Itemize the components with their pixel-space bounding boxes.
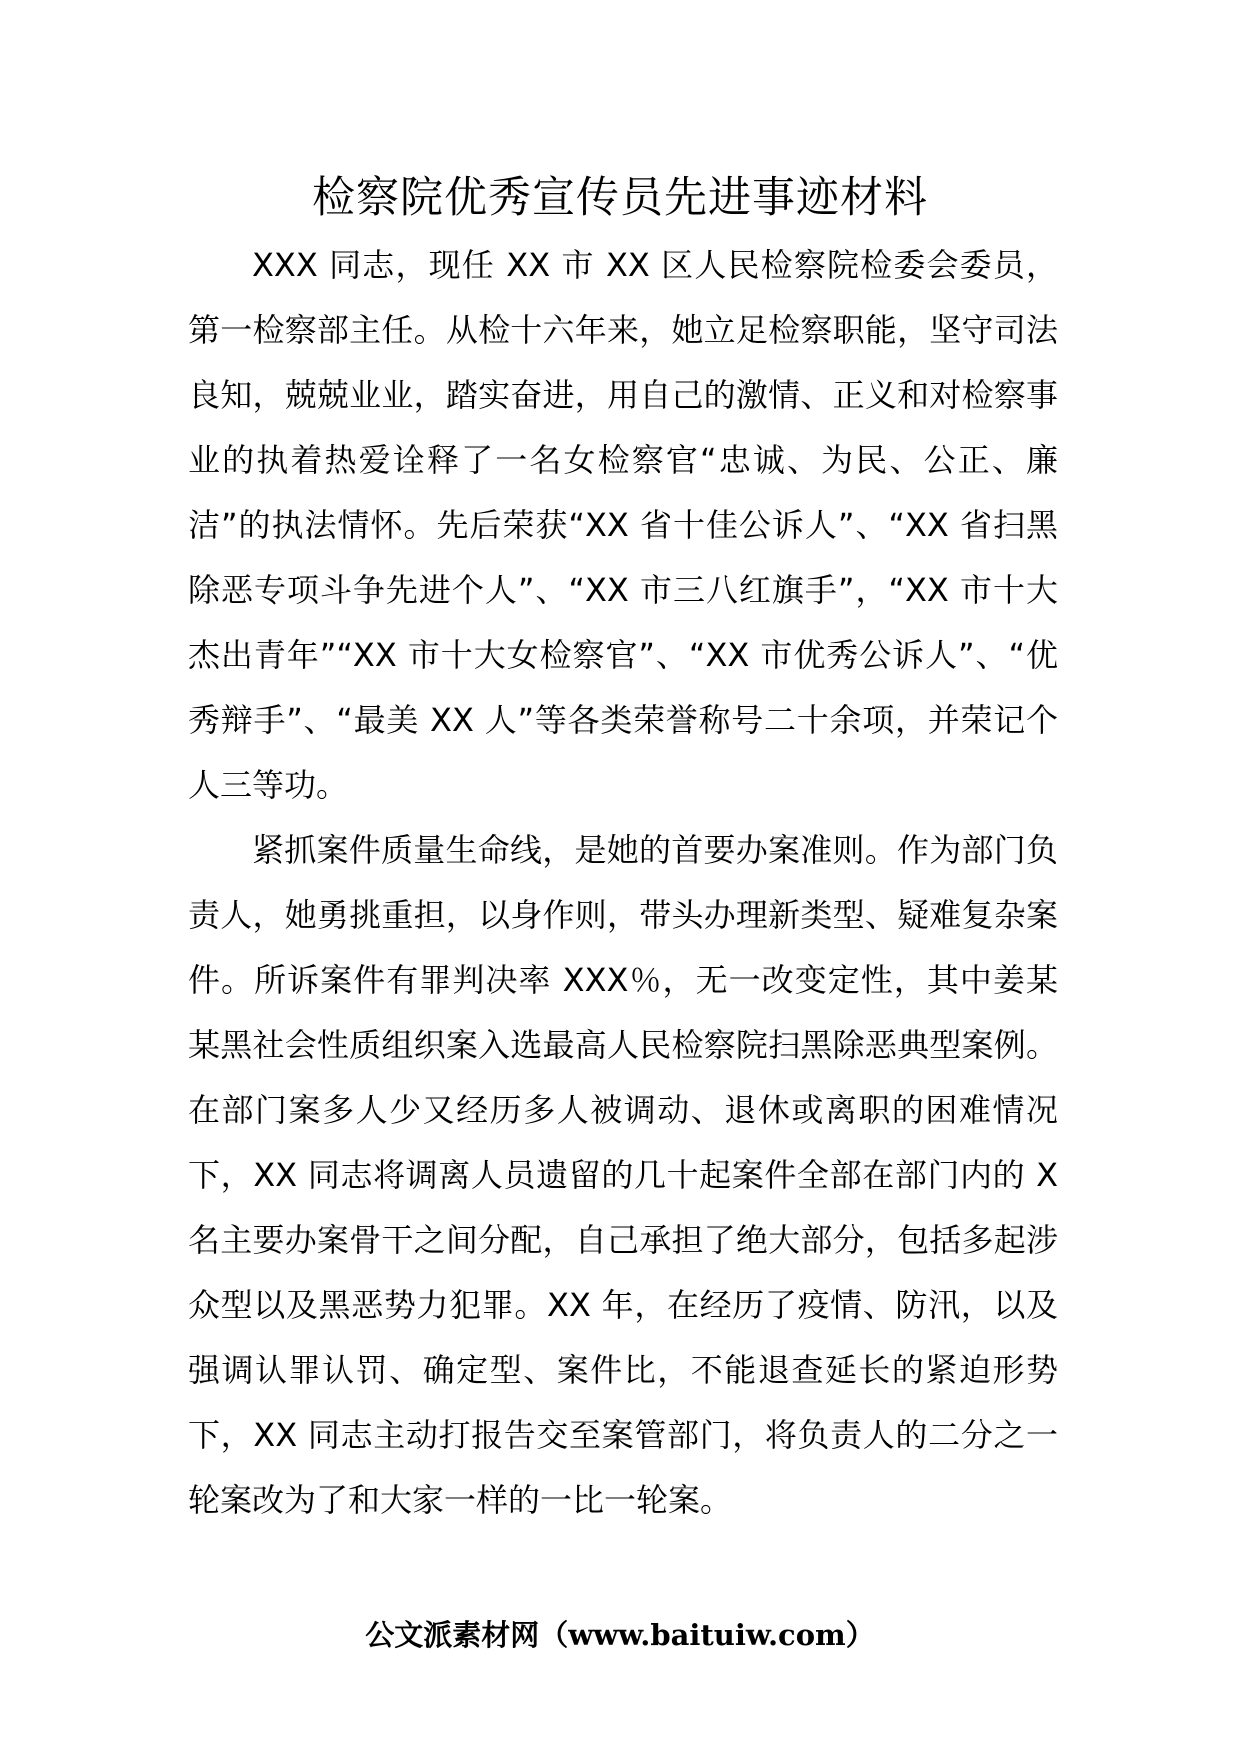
paragraph-1: XXX 同志，现任 XX 市 XX 区人民检察院检委会委员，第一检察部主任。从检十六年来，她立足检察职能，坚守司法良知，兢兢业业，踏实奋进，用自己的激情、正义和对检察事业的执着热爱诠释了一名女检察官“忠诚、为民、公正、廉洁”的执法情怀。先后荣获“XX 省十佳公诉人”、“XX 省扫黑除恶专项斗争先进个人”、“XX 市三八红旗手”，“XX 市十大杰出青年”“XX 市十大女检察官”、“XX 市优秀公诉人”、“优秀辩手”、“最美 XX 人”等各类荣誉称号二十余项，并荣记个人三等功。 — [188, 246, 1058, 804]
footer-watermark: 公文派素材网（www.baituiw.com） — [365, 1618, 875, 1652]
document-body — [188, 233, 1058, 1533]
document-title: 检察院优秀宣传员先进事迹材料 — [312, 173, 928, 223]
paragraph-2: 紧抓案件质量生命线，是她的首要办案准则。作为部门负责人，她勇挑重担，以身作则，带头办理新类型、疑难复杂案件。所诉案件有罪判决率 XXX％，无一改变定性，其中姜某某黑社会性质组织案入选最高人民检察院扫黑除恶典型案例。在部门案多人少又经历多人被调动、退休或离职的困难情况下，XX 同志将调离人员遗留的几十起案件全部在部门内的 X 名主要办案骨干之间分配，自己承担了绝大部分，包括多起涉众型以及黑恶势力犯罪。XX 年，在经历了疫情、防汛，以及强调认罪认罚、确定型、案件比，不能退查延长的紧迫形势下，XX 同志主动打报告交至案管部门，将负责人的二分之一轮案改为了和大家一样的一比一轮案。 — [188, 831, 1058, 1519]
